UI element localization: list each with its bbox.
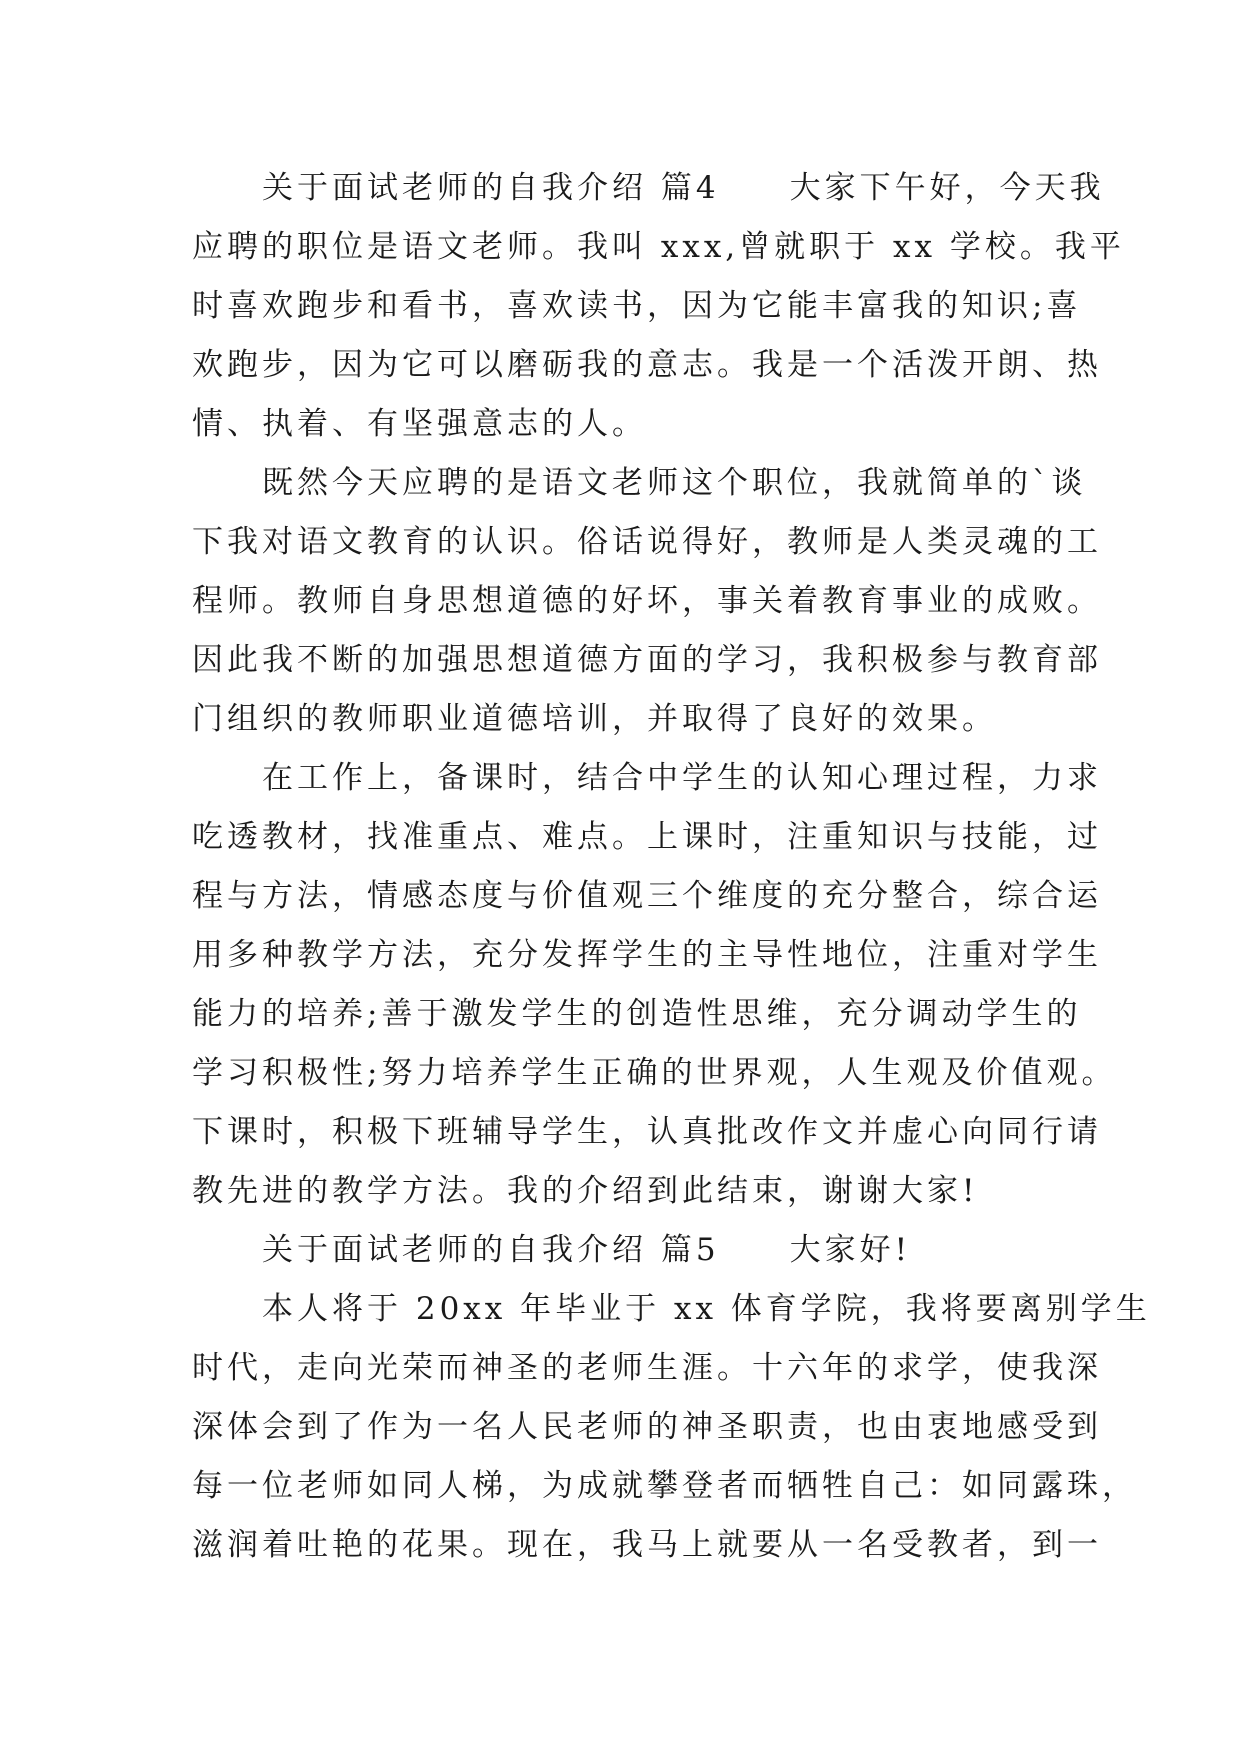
text-line: 门组织的教师职业道德培训，并取得了良好的效果。: [192, 701, 997, 737]
text-line: 能力的培养;善于激发学生的创造性思维，充分调动学生的: [192, 996, 1082, 1032]
text-line: 应聘的职位是语文老师。我叫 xxx,曾就职于 xx 学校。我平: [192, 229, 1125, 265]
text-line: 程与方法，情感态度与价值观三个维度的充分整合，综合运: [192, 878, 1102, 914]
text-line: 本人将于 20xx 年毕业于 xx 体育学院，我将要离别学生: [192, 1291, 1151, 1327]
text-line: 下课时，积极下班辅导学生，认真批改作文并虚心向同行请: [192, 1114, 1102, 1150]
text-line: 关于面试老师的自我介绍 篇5 大家好!: [192, 1232, 912, 1268]
document-body-text: [192, 159, 1151, 1575]
text-line: 教先进的教学方法。我的介绍到此结束，谢谢大家!: [192, 1173, 979, 1209]
text-line: 既然今天应聘的是语文老师这个职位，我就简单的`谈: [192, 465, 1087, 501]
text-line: 情、执着、有坚强意志的人。: [192, 406, 647, 442]
text-line: 时代，走向光荣而神圣的老师生涯。十六年的求学，使我深: [192, 1350, 1102, 1386]
text-line: 时喜欢跑步和看书，喜欢读书，因为它能丰富我的知识;喜: [192, 288, 1082, 324]
text-line: 欢跑步，因为它可以磨砺我的意志。我是一个活泼开朗、热: [192, 347, 1102, 383]
text-line: 深体会到了作为一名人民老师的神圣职责，也由衷地感受到: [192, 1409, 1102, 1445]
text-line: 每一位老师如同人梯，为成就攀登者而牺牲自己：如同露珠，: [192, 1468, 1137, 1504]
text-line: 程师。教师自身思想道德的好坏，事关着教育事业的成败。: [192, 583, 1102, 619]
text-line: 在工作上，备课时，结合中学生的认知心理过程，力求: [192, 760, 1102, 796]
text-line: 关于面试老师的自我介绍 篇4 大家下午好，今天我: [192, 170, 1105, 206]
text-line: 用多种教学方法，充分发挥学生的主导性地位，注重对学生: [192, 937, 1102, 973]
text-line: 学习积极性;努力培养学生正确的世界观，人生观及价值观。: [192, 1055, 1117, 1091]
text-line: 吃透教材，找准重点、难点。上课时，注重知识与技能，过: [192, 819, 1102, 855]
text-line: 滋润着吐艳的花果。现在，我马上就要从一名受教者，到一: [192, 1527, 1102, 1563]
text-line: 下我对语文教育的认识。俗话说得好，教师是人类灵魂的工: [192, 524, 1102, 560]
text-line: 因此我不断的加强思想道德方面的学习，我积极参与教育部: [192, 642, 1102, 678]
